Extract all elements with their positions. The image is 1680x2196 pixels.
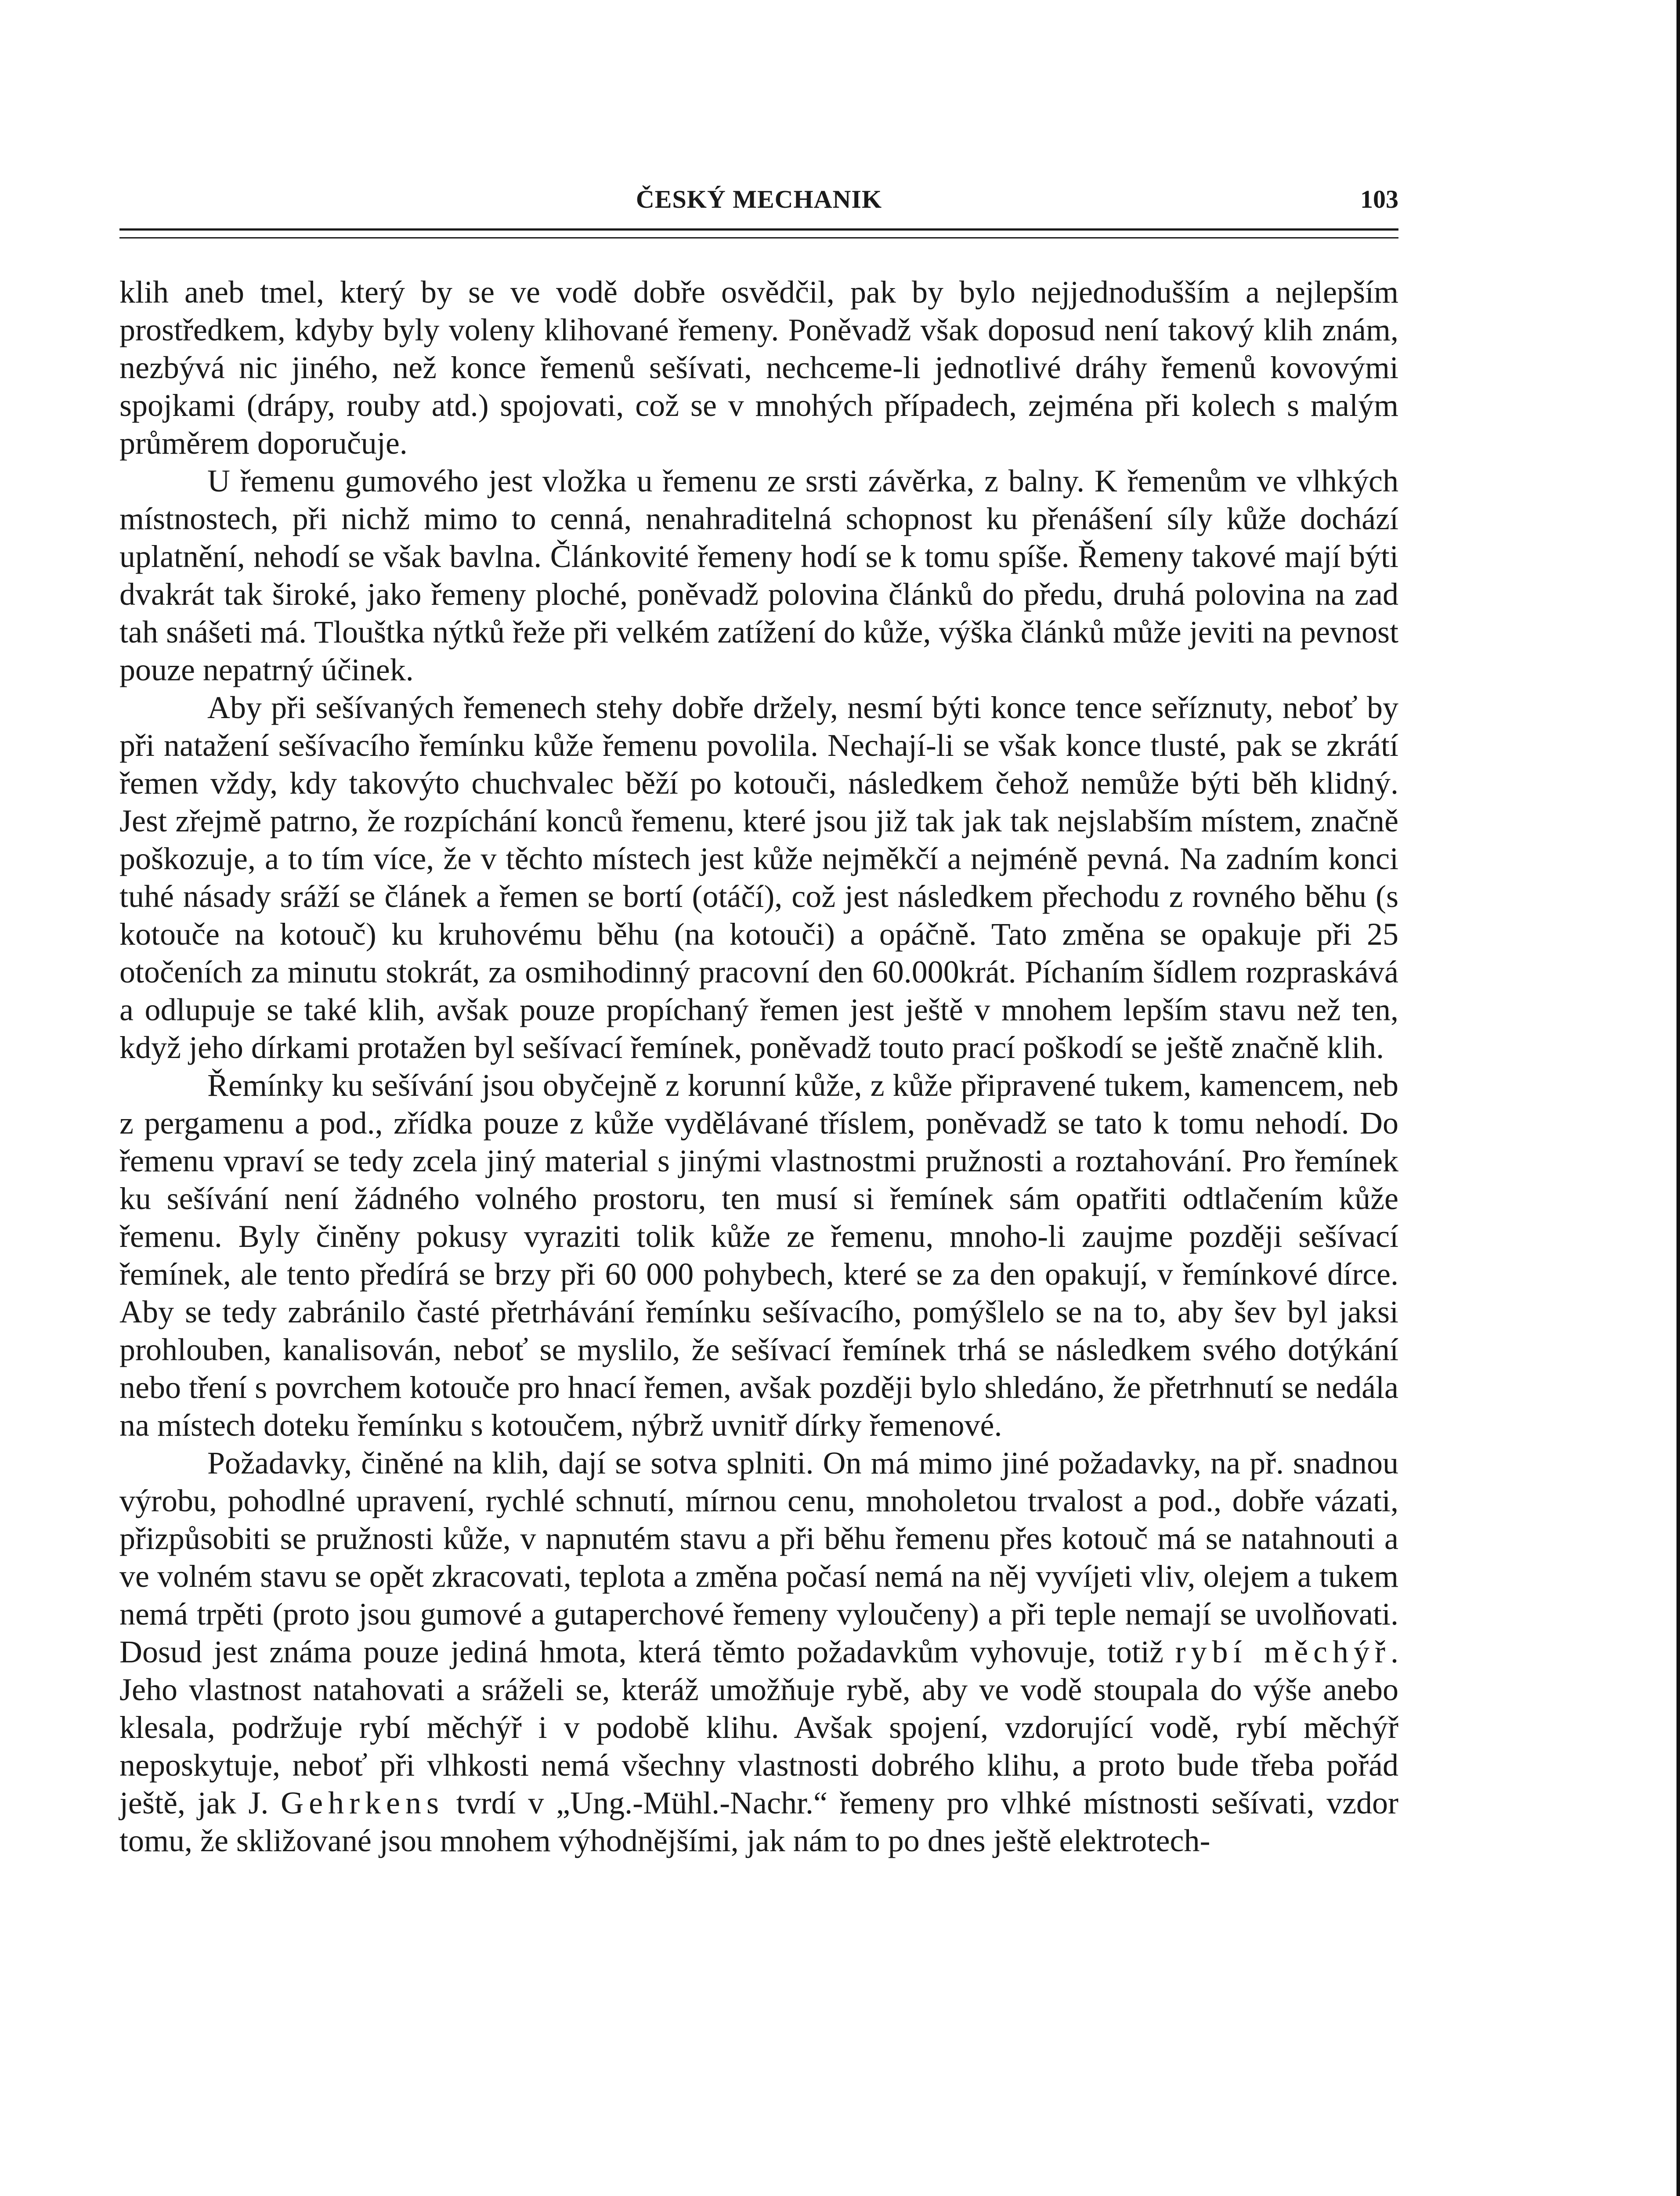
emphasis-author-name: Gehrkens [281, 1785, 444, 1820]
paragraph-2: U řemenu gumového jest vložka u řemenu ze srsti závěrka, z balny. K řemenům ve vlhkých místnostech, při nichž mimo to cenná, nenahraditelná schopnost ku přenášení síly kůže dochází uplatnění, nehodí se však bavlna. Článkovité řemeny hodí se k tomu spíše. Řemeny takové mají býti dvakrát tak široké, jako řemeny ploché, poněvadž polovina článků do předu, druhá polovina na zad tah snášeti má. Tlouštka nýtků řeže při velkém zatížení do kůže, výška článků může jeviti na pevnost pouze nepatrný účinek. [119, 463, 1398, 687]
paragraph-5-start: Požadavky, činěné na klih, dají se sotva splniti. On má mimo jiné požadavky, na př. snadnou výrobu, pohodlné upravení, rychlé schnutí, mírnou cenu, mnoholetou trvalost a pod., dobře vázati, přizpůsobiti se pružnosti kůže, v napnutém stavu a při běhu řemenu přes kotouč má se natahnouti a ve volném stavu se opět zkracovati, teplota a změna počasí nemá na něj vyvíjeti vliv, olejem a tukem nemá trpěti (proto jsou gumové a gutaperchové řemeny vyloučeny) a při teple nemají se uvolňovati. Dosud jest známa pouze jediná hmota, která těmto požadavkům vyhovuje, totiž [119, 1445, 1398, 1669]
paragraph-4: Řemínky ku sešívání jsou obyčejně z korunní kůže, z kůže připravené tukem, kamencem, neb z pergamenu a pod., zřídka pouze z kůže vydělávané tříslem, poněvadž se tato k tomu nehodí. Do řemenu vpraví se tedy zcela jiný material s jinými vlastnostmi pružnosti a roztahování. Pro řemínek ku sešívání není žádného volného prostoru, ten musí si řemínek sám opatřiti odtlačením kůže řemenu. Byly činěny pokusy vyraziti tolik kůže ze řemenu, mnoho-li zaujme později sešívací řemínek, ale tento předírá se brzy při 60 000 pohybech, které se za den opakují, v řemínkové dírce. Aby se tedy zabránilo časté přetrhávání řemínku sešívacího, pomýšlelo se na to, aby šev byl jaksi prohlouben, kanalisován, neboť se myslilo, že sešívací řemínek trhá se následkem svého dotýkání nebo tření s povrchem kotouče pro hnací řemen, avšak později bylo shledáno, že přetrhnutí se nedála na místech doteku řemínku s kotoučem, nýbrž uvnitř dírky řemenové. [119, 1068, 1398, 1443]
page-number: 103 [1360, 185, 1398, 213]
paragraph-1: klih aneb tmel, který by se ve vodě dobře osvědčil, pak by bylo nejjednodušším a nejlepším prostředkem, kdyby byly voleny klihované řemeny. Poněvadž však doposud není takový klih znám, nezbývá nic jiného, než konce řemenů sešívati, nechceme-li jednotlivé dráhy řemenů kovovými spojkami (drápy, rouby atd.) spojovati, což se v mnohých případech, zejména při kolech s malým průměrem doporučuje. [119, 274, 1398, 461]
paragraph-5-end: tvrdí v „Ung.-Mühl.-Nachr.“ řemeny pro vlhké místnosti sešívati, vzdor tomu, že skližované jsou mnohem výhodnějšími, jak nám to po dnes ještě elektrotech- [119, 1785, 1399, 1858]
paragraph-5-middle: . Jeho vlastnost natahovati a sráželi se, kteráž umožňuje rybě, aby ve vodě stoupala do výše anebo klesala, podržuje rybí měchýř i v podobě klihu. Avšak spojení, vzdorující vodě, rybí měchýř neposkytuje, neboť při vlhkosti nemá všechny vlastnosti dobrého klihu, a proto bude třeba pořád ještě, jak J. [119, 1634, 1399, 1820]
body-text [119, 273, 1398, 1860]
header-rule-bottom [119, 237, 1398, 238]
paragraph-5 [119, 1444, 1398, 1860]
header-rule-top [119, 228, 1398, 231]
running-title: ČESKÝ MECHANIK [636, 185, 882, 213]
paragraph-3: Aby při sešívaných řemenech stehy dobře držely, nesmí býti konce tence seříznuty, neboť by při natažení sešívacího řemínku kůže řemenu povolila. Nechají-li se však konce tlusté, pak se zkrátí řemen vždy, kdy takovýto chuchvalec běží po kotouči, následkem čehož nemůže býti běh klidný. Jest zřejmě patrno, že rozpíchání konců řemenu, které jsou již tak jak tak nejslabším místem, značně poškozuje, a to tím více, že v těchto místech jest kůže nejměkčí a nejméně pevná. Na zadním konci tuhé násady sráží se článek a řemen se bortí (otáčí), což jest následkem přechodu z rovného běhu (s kotouče na kotouč) ku kruhovému běhu (na kotouči) a opáčně. Tato změna se opakuje při 25 otočeních za minutu stokrát, za osmihodinný pracovní den 60.000krát. Píchaním šídlem rozpraskává a odlupuje se také klih, avšak pouze propíchaný řemen jest ještě v mnohem lepším stavu než ten, když jeho dírkami protažen byl sešívací řemínek, poněvadž touto prací poškodí se ještě značně klih. [119, 690, 1398, 1065]
emphasis-fish-bladder: rybí měchýř [1175, 1634, 1391, 1669]
page-edge [1676, 0, 1680, 2196]
page-header [119, 184, 1398, 220]
